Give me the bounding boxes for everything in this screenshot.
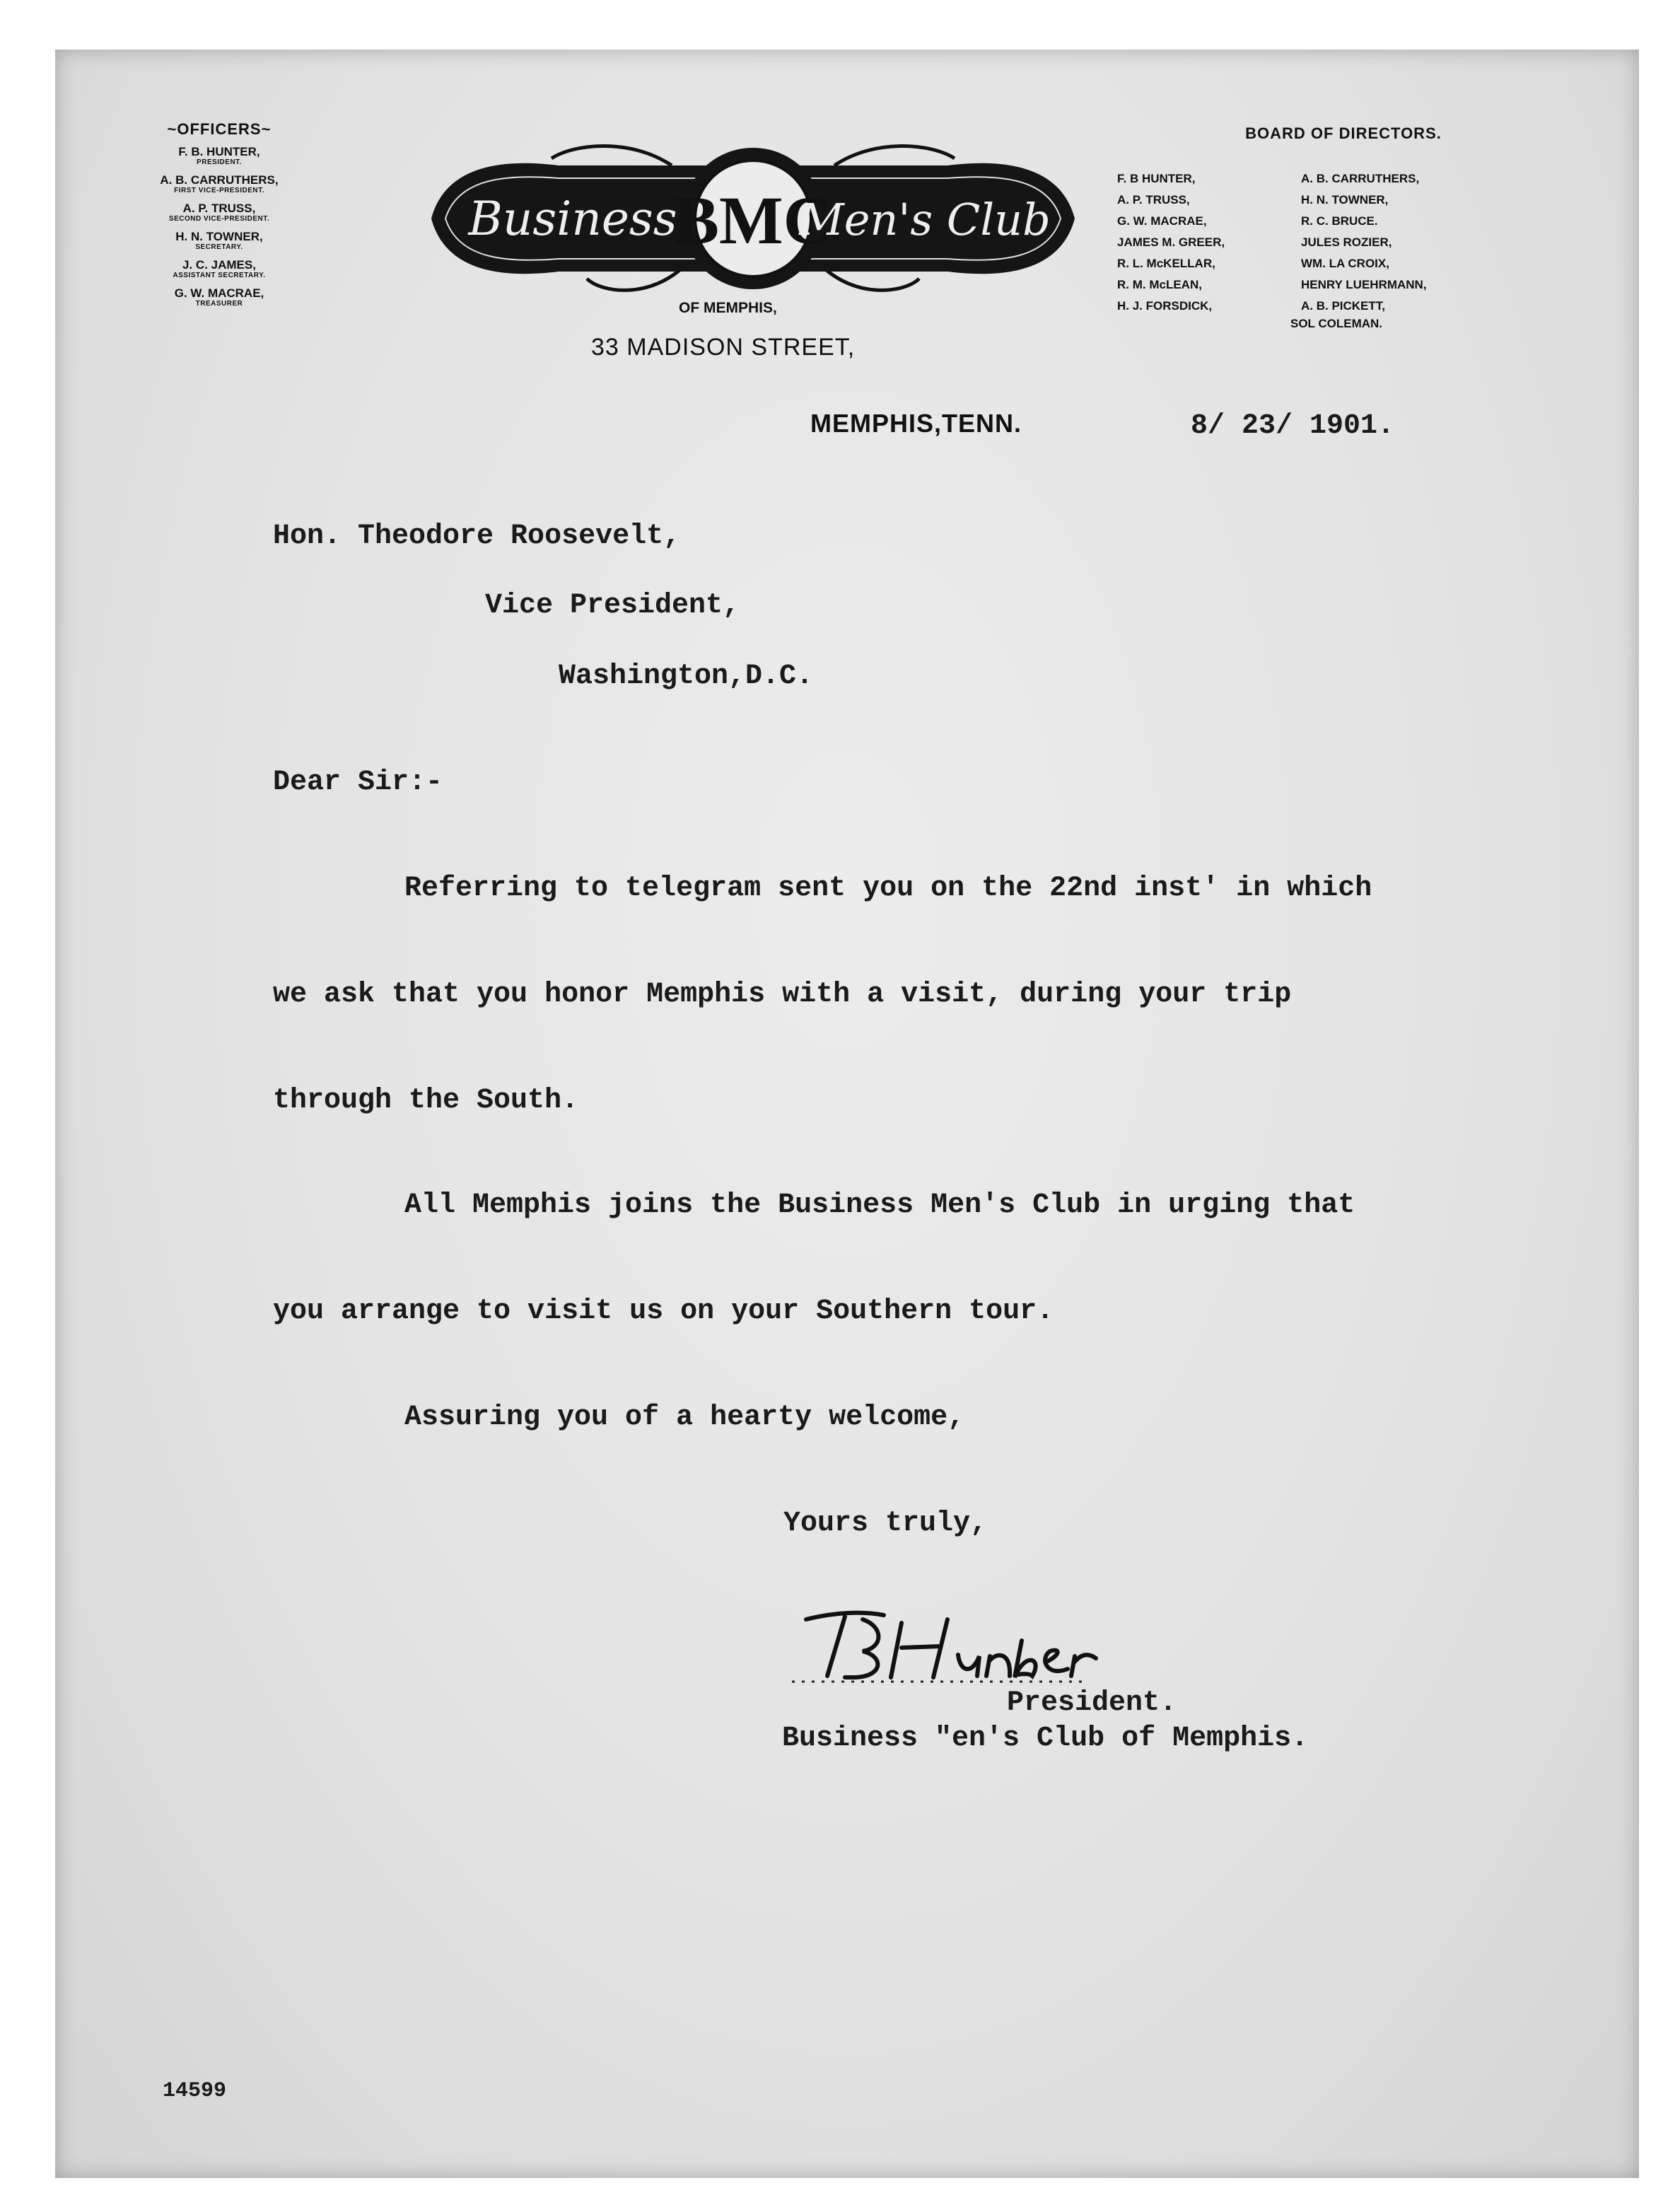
officer-role: SECOND VICE-PRESIDENT. [168, 215, 270, 223]
body-line: Referring to telegram sent you on the 22nd inst' in which [404, 873, 1372, 904]
director-name: SOL COLEMAN. [1290, 317, 1383, 330]
club-logo [417, 123, 1089, 314]
signer-org: Business "en's Club of Memphis. [782, 1723, 1309, 1754]
director-name: JULES ROZIER, [1301, 235, 1392, 249]
signer-title: President. [1007, 1687, 1177, 1719]
officer-entry [106, 202, 332, 223]
director-name: H. N. TOWNER, [1301, 193, 1389, 206]
director-name: H. J. FORSDICK, [1117, 299, 1213, 313]
addressee: Hon. Theodore Roosevelt, [273, 520, 681, 552]
officer-entry [106, 174, 332, 195]
officer-name: H. N. TOWNER, [175, 230, 263, 243]
body-line: Assuring you of a hearty welcome, [404, 1402, 965, 1433]
director-name: A. B. PICKETT, [1301, 299, 1386, 313]
letter-date: 8/ 23/ 1901. [1191, 410, 1395, 442]
officer-entry [106, 287, 332, 308]
director-name: R. C. BRUCE. [1301, 214, 1378, 228]
director-name: A. P. TRUSS, [1117, 193, 1190, 206]
board-list [1117, 171, 1598, 314]
officer-name: A. P. TRUSS, [182, 202, 256, 215]
officer-role: ASSISTANT SECRETARY. [173, 272, 266, 279]
officer-name: G. W. MACRAE, [174, 286, 264, 300]
board-of-directors [1117, 124, 1598, 331]
body-line: we ask that you honor Memphis with a visit, during your trip [273, 979, 1292, 1011]
officer-entry [106, 231, 332, 252]
officer-role: FIRST VICE-PRESIDENT. [174, 187, 264, 194]
addressee-location: Washington,D.C. [559, 660, 814, 692]
officer-name: F. B. HUNTER, [178, 145, 260, 158]
document-number: 14599 [163, 2079, 227, 2103]
salutation: Dear Sir:- [273, 767, 443, 798]
officer-name: A. B. CARRUTHERS, [160, 173, 279, 187]
officer-entry [106, 259, 332, 280]
officers-title: ~OFFICERS~ [167, 120, 272, 138]
body-line: you arrange to visit us on your Southern tour. [273, 1296, 1054, 1327]
director-name: WM. LA CROIX, [1301, 257, 1389, 270]
director-name: JAMES M. GREER, [1117, 235, 1225, 249]
officer-role: TREASURER [195, 300, 243, 308]
letterhead-city: OF MEMPHIS, [679, 300, 777, 316]
body-line: All Memphis joins the Business Men's Club in urging that [404, 1189, 1355, 1221]
officers-list [106, 120, 332, 308]
director-name: A. B. CARRUTHERS, [1301, 172, 1420, 185]
director-name: R. L. McKELLAR, [1117, 257, 1215, 270]
logo-monogram: BMC [674, 182, 832, 258]
logo-text-business: Business [468, 192, 677, 246]
officer-entry [106, 146, 332, 167]
director-name: R. M. McLEAN, [1117, 278, 1202, 291]
director-name: G. W. MACRAE, [1117, 214, 1207, 228]
signature [778, 1591, 1216, 1697]
director-name: HENRY LUEHRMANN, [1301, 278, 1427, 291]
officer-role: SECRETARY. [195, 243, 243, 251]
director-name: F. B HUNTER, [1117, 172, 1196, 185]
addressee-title: Vice President, [485, 590, 740, 622]
letterhead-street: 33 MADISON STREET, [591, 334, 856, 361]
officer-name: J. C. JAMES, [182, 258, 256, 272]
closing: Yours truly, [783, 1508, 988, 1539]
officer-role: PRESIDENT. [197, 158, 242, 166]
letter-place: MEMPHIS,TENN. [810, 409, 1022, 438]
board-title: BOARD OF DIRECTORS. [1245, 124, 1442, 142]
body-line: through the South. [273, 1085, 579, 1117]
logo-text-mens-club: Men's Club [799, 194, 1051, 245]
signature-graphic [778, 1591, 1216, 1697]
club-logo-graphic [417, 123, 1089, 314]
